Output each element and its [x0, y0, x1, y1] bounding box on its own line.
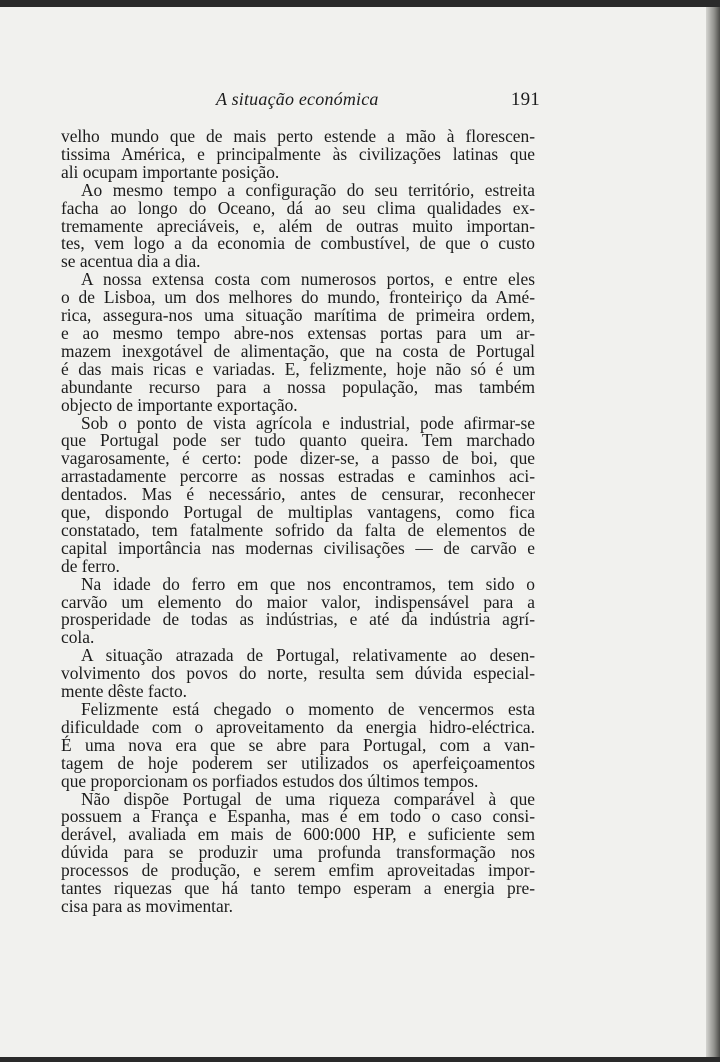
text-line: derável, avaliada em mais de 600:000 HP, e suficiente sem: [61, 824, 535, 845]
paragraph: [61, 788, 535, 916]
paragraph: [61, 179, 535, 272]
text-line: tremamente apreciáveis, e, além de outras muito importan-: [61, 215, 535, 236]
text-line: dúvida para se produzir uma profunda transformação nos: [61, 842, 535, 863]
paragraph: [61, 271, 535, 414]
text-line: ali ocupam importante posição.: [61, 161, 280, 182]
body-text: [61, 128, 535, 916]
text-line: vagarosamente, é certo: pode dizer-se, a passo de boi, que: [61, 448, 535, 469]
text-line: se acentua dia a dia.: [61, 251, 201, 272]
page-number: 191: [510, 89, 540, 110]
text-line: velho mundo que de mais perto estende a mão à florescen-: [61, 126, 535, 146]
text-line: facha ao longo do Oceano, dá ao seu clima qualidades ex-: [61, 197, 535, 218]
text-line: objecto de importante exportação.: [61, 394, 298, 415]
text-line: possuem a França e Espanha, mas é em todo o caso consi-: [61, 806, 535, 827]
text-line: dentados. Mas é necessário, antes de censurar, reconhecer: [61, 484, 535, 505]
text-line: que Portugal pode ser tudo quanto queira. Tem marchado: [61, 430, 535, 451]
text-line: e ao mesmo tempo abre-nos extensas portas para um ar-: [61, 322, 535, 343]
scan-top-edge: [0, 0, 720, 7]
text-line: que, dispondo Portugal de multiplas vantagens, como fica: [61, 502, 535, 523]
text-line: É uma nova era que se abre para Portugal, com a van-: [61, 734, 535, 755]
text-line: cola.: [61, 627, 95, 648]
paragraph: [61, 701, 535, 791]
text-line: o de Lisboa, um dos melhores do mundo, fronteiriço da Amé-: [61, 287, 535, 308]
text-line: tantes riquezas que há tanto tempo esperam a energia pre-: [61, 878, 535, 899]
paragraph: [61, 573, 535, 648]
text-line: Ao mesmo tempo a configuração do seu território, estreita: [81, 179, 535, 200]
text-line: de ferro.: [61, 555, 120, 576]
text-line: mente dêste facto.: [61, 681, 188, 702]
text-line: tes, vem logo a da economia de combustível, de que o custo: [61, 233, 535, 254]
text-line: mazem inexgotável de alimentação, que na costa de Portugal: [61, 340, 535, 361]
text-line: A nossa extensa costa com numerosos portos, e entre eles: [81, 269, 535, 290]
text-line: dificuldade com o aproveitamento da energia hidro-eléctrica.: [61, 716, 535, 737]
text-line: cisa para as movimentar.: [61, 895, 233, 916]
text-line: tagem de hoje poderem ser utilizados os aperfeiçoamentos: [61, 752, 535, 773]
chapter-title: A situação económica: [216, 89, 379, 109]
text-line: Não dispõe Portugal de uma riqueza comparável à que: [81, 788, 535, 809]
text-line: volvimento dos povos do norte, resulta sem dúvida especial-: [61, 663, 535, 684]
paragraph: [61, 647, 535, 701]
text-line: prosperidade de todas as indústrias, e até da indústria agrí-: [61, 609, 535, 630]
text-line: é das mais ricas e variadas. E, felizmente, hoje não só é um: [61, 358, 535, 379]
text-line: arrastadamente percorre as nossas estradas e caminhos aci-: [61, 466, 535, 487]
paragraph: [61, 128, 535, 182]
text-line: Felizmente está chegado o momento de vencermos esta: [81, 699, 535, 719]
text-line: carvão um elemento do maior valor, indispensável para a: [61, 591, 535, 612]
text-line: capital importância nas modernas civilisações — de carvão e: [61, 537, 535, 558]
scan-bottom-edge: [0, 1057, 720, 1062]
text-line: Sob o ponto de vista agrícola e industrial, pode afirmar-se: [81, 412, 535, 433]
paragraph: [61, 412, 535, 576]
text-line: Na idade do ferro em que nos encontramos, tem sido o: [81, 573, 535, 594]
text-line: A situação atrazada de Portugal, relativamente ao desen-: [81, 645, 535, 666]
book-spine-shadow: [706, 0, 720, 1062]
text-line: rica, assegura-nos uma situação marítima de primeira ordem,: [61, 305, 535, 326]
text-line: processos de produção, e serem emfim aproveitadas impor-: [61, 860, 535, 881]
running-head: [60, 89, 540, 113]
text-line: abundante recurso para a nossa população, mas também: [61, 376, 535, 397]
text-line: que proporcionam os porfiados estudos dos últimos tempos.: [61, 770, 479, 791]
text-line: tissima América, e principalmente às civilizações latinas que: [61, 143, 535, 164]
text-line: constatado, tem fatalmente sofrido da falta de elementos de: [61, 519, 535, 540]
